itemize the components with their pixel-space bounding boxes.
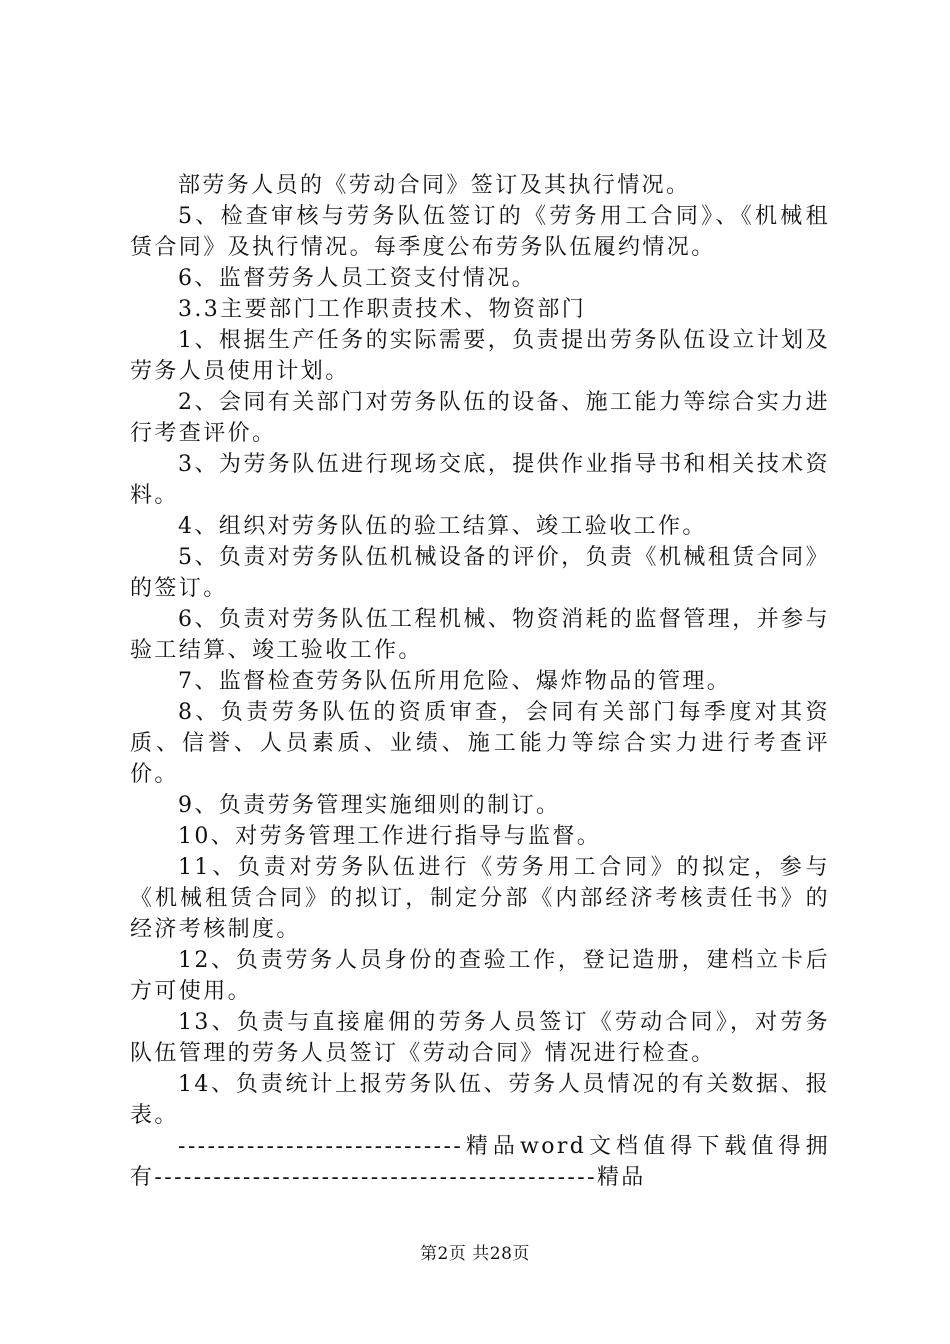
paragraph-item-13: 13、负责与直接雇佣的劳务人员签订《劳动合同》，对劳务队伍管理的劳务人员签订《劳动合同》情况进行检查。: [130, 1010, 830, 1066]
paragraph-item-11: 11、负责对劳务队伍进行《劳务用工合同》的拟定，参与《机械租赁合同》的拟订，制定分部《内部经济考核责任书》的经济考核制度。: [130, 855, 830, 942]
paragraph-item-5-contract-review: 5、检查审核与劳务队伍签订的《劳务用工合同》、《机械租赁合同》及执行情况。每季度公布劳务队伍履约情况。: [130, 204, 830, 260]
page-number-footer: 第2页 共28页: [420, 1244, 530, 1264]
paragraph-item-5: 5、负责对劳务队伍机械设备的评价，负责《机械租赁合同》的签订。: [130, 545, 830, 601]
paragraph-item-6: 6、负责对劳务队伍工程机械、物资消耗的监督管理，并参与验工结算、竣工验收工作。: [130, 607, 830, 663]
paragraph-item-7: 7、监督检查劳务队伍所用危险、爆炸物品的管理。: [178, 669, 732, 694]
paragraph-item-1: 1、根据生产任务的实际需要，负责提出劳务队伍设立计划及劳务人员使用计划。: [130, 328, 830, 384]
paragraph-item-8: 8、负责劳务队伍的资质审查，会同有关部门每季度对其资质、信誉、人员素质、业绩、施工能力等综合实力进行考查评价。: [130, 700, 830, 787]
paragraph-item-3: 3、为劳务队伍进行现场交底，提供作业指导书和相关技术资料。: [130, 452, 830, 508]
watermark-divider-line: -----------------------------精品word文档值得下载值得拥有---------------------------------------------精品: [130, 1134, 830, 1190]
paragraph-item-12: 12、负责劳务人员身份的查验工作，登记造册，建档立卡后方可使用。: [130, 948, 830, 1004]
paragraph-item-2: 2、会同有关部门对劳务队伍的设备、施工能力等综合实力进行考查评价。: [130, 390, 830, 446]
paragraph-item-9: 9、负责劳务管理实施细则的制订。: [178, 793, 561, 818]
paragraph-item-4: 4、组织对劳务队伍的验工结算、竣工验收工作。: [178, 514, 707, 539]
document-body: [130, 170, 830, 1193]
paragraph-item-14: 14、负责统计上报劳务队伍、劳务人员情况的有关数据、报表。: [130, 1072, 830, 1128]
paragraph-continuation: 部劳务人员的《劳动合同》签订及其执行情况。: [178, 173, 691, 198]
section-heading-3-3: 3.3主要部门工作职责技术、物资部门: [178, 297, 587, 322]
paragraph-item-6-wage-supervision: 6、监督劳务人员工资支付情况。: [178, 266, 536, 291]
paragraph-item-10: 10、对劳务管理工作进行指导与监督。: [178, 824, 602, 849]
